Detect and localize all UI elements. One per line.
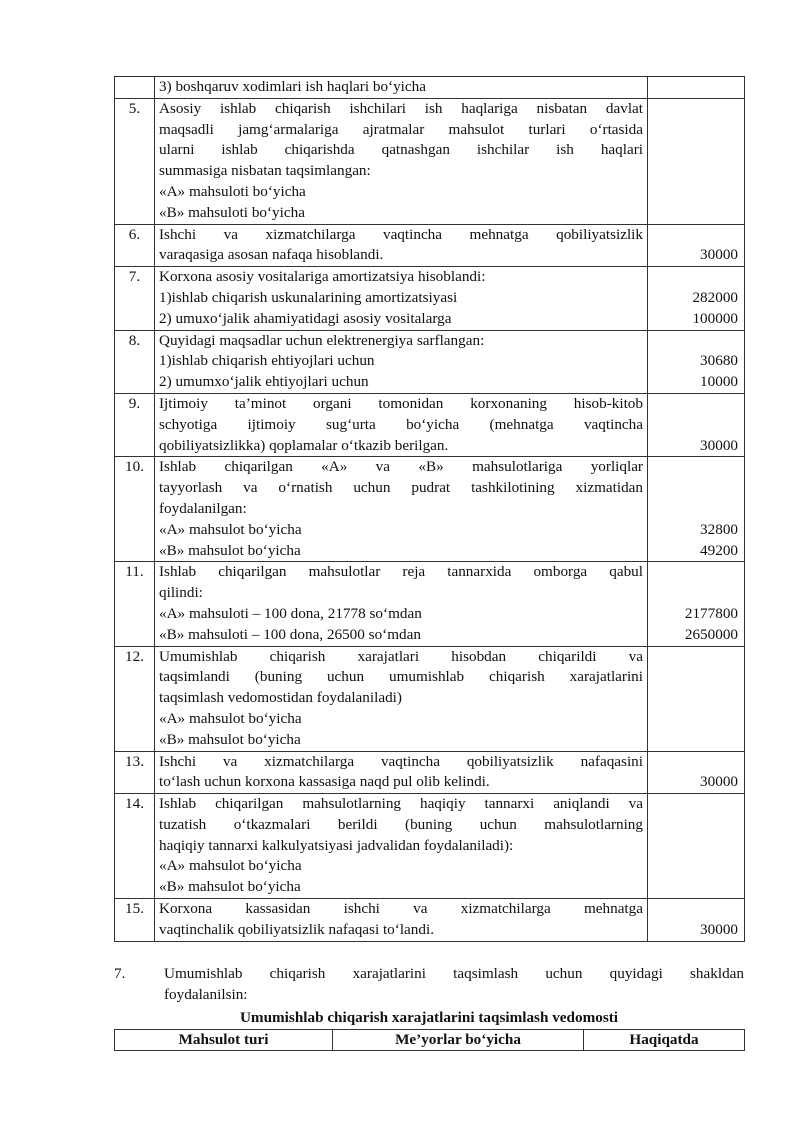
operation-description-line: haqiqiy tannarxi kalkulyatsiyasi jadvalidan foydalaniladi): bbox=[159, 836, 514, 854]
operation-amount-value: 30680 bbox=[700, 352, 738, 370]
task-7-number: 7. bbox=[114, 965, 126, 982]
operation-description-line: Ishlab chiqarilgan mahsulotlar reja tannarxida omborga qabul bbox=[159, 563, 643, 581]
operation-description bbox=[155, 646, 648, 751]
operation-amount bbox=[648, 224, 745, 267]
operation-amount bbox=[648, 330, 745, 393]
operation-number: 9. bbox=[115, 393, 155, 456]
operation-description-line: Korxona asosiy vositalariga amortizatsiya hisoblandi: bbox=[159, 268, 486, 286]
operation-amount bbox=[648, 646, 745, 751]
operation-row bbox=[115, 224, 745, 267]
operation-row bbox=[115, 457, 745, 562]
operation-amount-value: 30000 bbox=[700, 920, 738, 938]
operation-number: 6. bbox=[115, 224, 155, 267]
operation-description-line: 3) boshqaruv xodimlari ish haqlari bo‘yicha bbox=[159, 78, 426, 95]
operation-amount bbox=[648, 98, 745, 224]
header-actual: Haqiqatda bbox=[584, 1030, 745, 1051]
operation-description-line: Korxona kassasidan ishchi va xizmatchilarga mehnatga bbox=[159, 900, 643, 918]
operation-amount bbox=[648, 457, 745, 562]
operations-table bbox=[114, 76, 745, 942]
operation-amount-value: 32800 bbox=[700, 520, 738, 538]
operation-description-line: taqsimlandi (buning uchun umumishlab chiqarish xarajatlarini bbox=[159, 668, 643, 686]
operation-description bbox=[155, 562, 648, 646]
operation-description-line: «B» mahsulot bo‘yicha bbox=[159, 878, 301, 896]
operation-description-line: «A» mahsulot bo‘yicha bbox=[159, 709, 302, 727]
operation-description-line: qobiliyatsizlikka) qoplamalar o‘tkazib berilgan. bbox=[159, 436, 449, 454]
operation-number: 10. bbox=[115, 457, 155, 562]
operation-description-line: maqsadli jamg‘armalariga ajratmalar mahsulot turlari o‘rtasida bbox=[159, 120, 643, 138]
operation-description bbox=[155, 77, 648, 99]
operation-description-line: Asosiy ishlab chiqarish ishchilari ish haqlariga nisbatan davlat bbox=[159, 99, 643, 117]
operation-amount bbox=[648, 393, 745, 456]
operation-number bbox=[115, 77, 155, 99]
operation-number: 12. bbox=[115, 646, 155, 751]
operation-row bbox=[115, 98, 745, 224]
operation-description-line: «A» mahsulot bo‘yicha bbox=[159, 857, 302, 875]
operation-description-line: 2) umumxo‘jalik ehtiyojlari uchun bbox=[159, 373, 369, 391]
task-7-text-line: Umumishlab chiqarish xarajatlarini taqsimlash uchun quyidagi shakldan bbox=[164, 965, 744, 982]
operation-row bbox=[115, 393, 745, 456]
operation-amount-value: 30000 bbox=[700, 246, 738, 264]
operation-amount-value: 49200 bbox=[700, 541, 738, 559]
operation-description-line: Ijtimoiy ta’minot organi tomonidan korxonaning hisob-kitob bbox=[159, 394, 643, 412]
operation-amount-value: 30000 bbox=[700, 436, 738, 454]
operation-row bbox=[115, 794, 745, 899]
distribution-sheet-header-row bbox=[115, 1030, 745, 1051]
operation-row bbox=[115, 562, 745, 646]
operation-amount bbox=[648, 267, 745, 330]
task-7-text-line: foydalanilsin: bbox=[164, 985, 248, 1003]
operation-number: 14. bbox=[115, 794, 155, 899]
operation-description-line: varaqasiga asosan nafaqa hisoblandi. bbox=[159, 246, 384, 264]
operation-description-line: «B» mahsuloti – 100 dona, 26500 so‘mdan bbox=[159, 625, 421, 643]
operation-description-line: tuzatish o‘tkazmalari berildi (buning uchun mahsulotlarning bbox=[159, 815, 643, 833]
operation-description-line: 2) umuxo‘jalik ahamiyatidagi asosiy vositalarga bbox=[159, 309, 452, 327]
operation-number: 8. bbox=[115, 330, 155, 393]
operation-description-line: foydalanilgan: bbox=[159, 499, 247, 517]
operation-description-line: qilindi: bbox=[159, 584, 203, 602]
operation-row bbox=[115, 751, 745, 794]
operation-row bbox=[115, 646, 745, 751]
operation-description-line: Ishchi va xizmatchilarga vaqtincha qobiliyatsizlik nafaqasini bbox=[159, 752, 643, 770]
operation-description bbox=[155, 457, 648, 562]
operation-description-line: 1)ishlab chiqarish ehtiyojlari uchun bbox=[159, 352, 375, 370]
distribution-sheet-title: Umumishlab chiqarish xarajatlarini taqsimlash vedomosti bbox=[239, 1009, 619, 1026]
operation-amount bbox=[648, 751, 745, 794]
operation-description-line: «B» mahsuloti bo‘yicha bbox=[159, 203, 305, 221]
operation-number: 11. bbox=[115, 562, 155, 646]
operation-number: 7. bbox=[115, 267, 155, 330]
operation-description-line: to‘lash uchun korxona kassasiga naqd pul olib kelindi. bbox=[159, 773, 490, 791]
operation-description-line: summasiga nisbatan taqsimlangan: bbox=[159, 162, 371, 180]
operation-description-line: Ishchi va xizmatchilarga vaqtincha mehnatga qobiliyatsizlik bbox=[159, 225, 643, 243]
distribution-sheet-table bbox=[114, 1029, 745, 1051]
operation-number: 13. bbox=[115, 751, 155, 794]
operation-description-line: tayyorlash va o‘rnatish uchun pudrat tashkilotining xizmatidan bbox=[159, 479, 643, 497]
operation-amount-value: 10000 bbox=[700, 373, 738, 391]
operation-number: 5. bbox=[115, 98, 155, 224]
header-by-norms: Me’yorlar bo‘yicha bbox=[333, 1030, 584, 1051]
operation-description-line: «A» mahsuloti – 100 dona, 21778 so‘mdan bbox=[159, 604, 422, 622]
operation-number: 15. bbox=[115, 899, 155, 942]
operation-description-line: Ishlab chiqarilgan mahsulotlarning haqiqiy tannarxi aniqlandi va bbox=[159, 795, 643, 813]
operation-description-line: 1)ishlab chiqarish uskunalarining amortizatsiyasi bbox=[159, 288, 458, 306]
operation-description bbox=[155, 751, 648, 794]
header-product-type: Mahsulot turi bbox=[115, 1030, 333, 1051]
operation-description-line: vaqtinchalik qobiliyatsizlik nafaqasi to‘landi. bbox=[159, 920, 434, 938]
operation-row bbox=[115, 899, 745, 942]
operation-description-line: Quyidagi maqsadlar uchun elektrenergiya sarflangan: bbox=[159, 331, 485, 349]
operation-amount bbox=[648, 899, 745, 942]
operation-amount-value: 2650000 bbox=[684, 625, 738, 643]
operation-description-line: Ishlab chiqarilgan «A» va «B» mahsulotlariga yorliqlar bbox=[159, 458, 643, 476]
operation-description bbox=[155, 98, 648, 224]
task-7-text bbox=[164, 964, 744, 1006]
operation-amount-value: 2177800 bbox=[684, 604, 738, 622]
operation-description-line: «B» mahsulot bo‘yicha bbox=[159, 730, 301, 748]
operation-description-line: «B» mahsulot bo‘yicha bbox=[159, 541, 301, 559]
operations-table-body bbox=[115, 77, 745, 942]
operation-amount bbox=[648, 77, 745, 99]
operation-description-line: «A» mahsulot bo‘yicha bbox=[159, 520, 302, 538]
operation-description-line: Umumishlab chiqarish xarajatlari hisobdan chiqarildi va bbox=[159, 647, 643, 665]
operation-description bbox=[155, 267, 648, 330]
operation-description bbox=[155, 330, 648, 393]
operation-row bbox=[115, 330, 745, 393]
operation-description-line: schyotiga ijtimoiy sug‘urta bo‘yicha (mehnatga vaqtincha bbox=[159, 415, 643, 433]
operation-row bbox=[115, 267, 745, 330]
operation-description bbox=[155, 393, 648, 456]
operation-amount bbox=[648, 794, 745, 899]
operation-description bbox=[155, 224, 648, 267]
operation-amount-value: 100000 bbox=[692, 309, 738, 327]
operation-description bbox=[155, 794, 648, 899]
operation-row bbox=[115, 77, 745, 99]
operation-description-line: taqsimlash vedomostidan foydalaniladi) bbox=[159, 689, 402, 707]
operation-description bbox=[155, 899, 648, 942]
operation-amount-value: 282000 bbox=[692, 288, 738, 306]
operation-description-line: «A» mahsuloti bo‘yicha bbox=[159, 182, 306, 200]
operation-amount bbox=[648, 562, 745, 646]
operation-amount-value: 30000 bbox=[700, 773, 738, 791]
operation-description-line: ularni ishlab chiqarishda qatnashgan ishchilar ish haqlari bbox=[159, 141, 643, 159]
